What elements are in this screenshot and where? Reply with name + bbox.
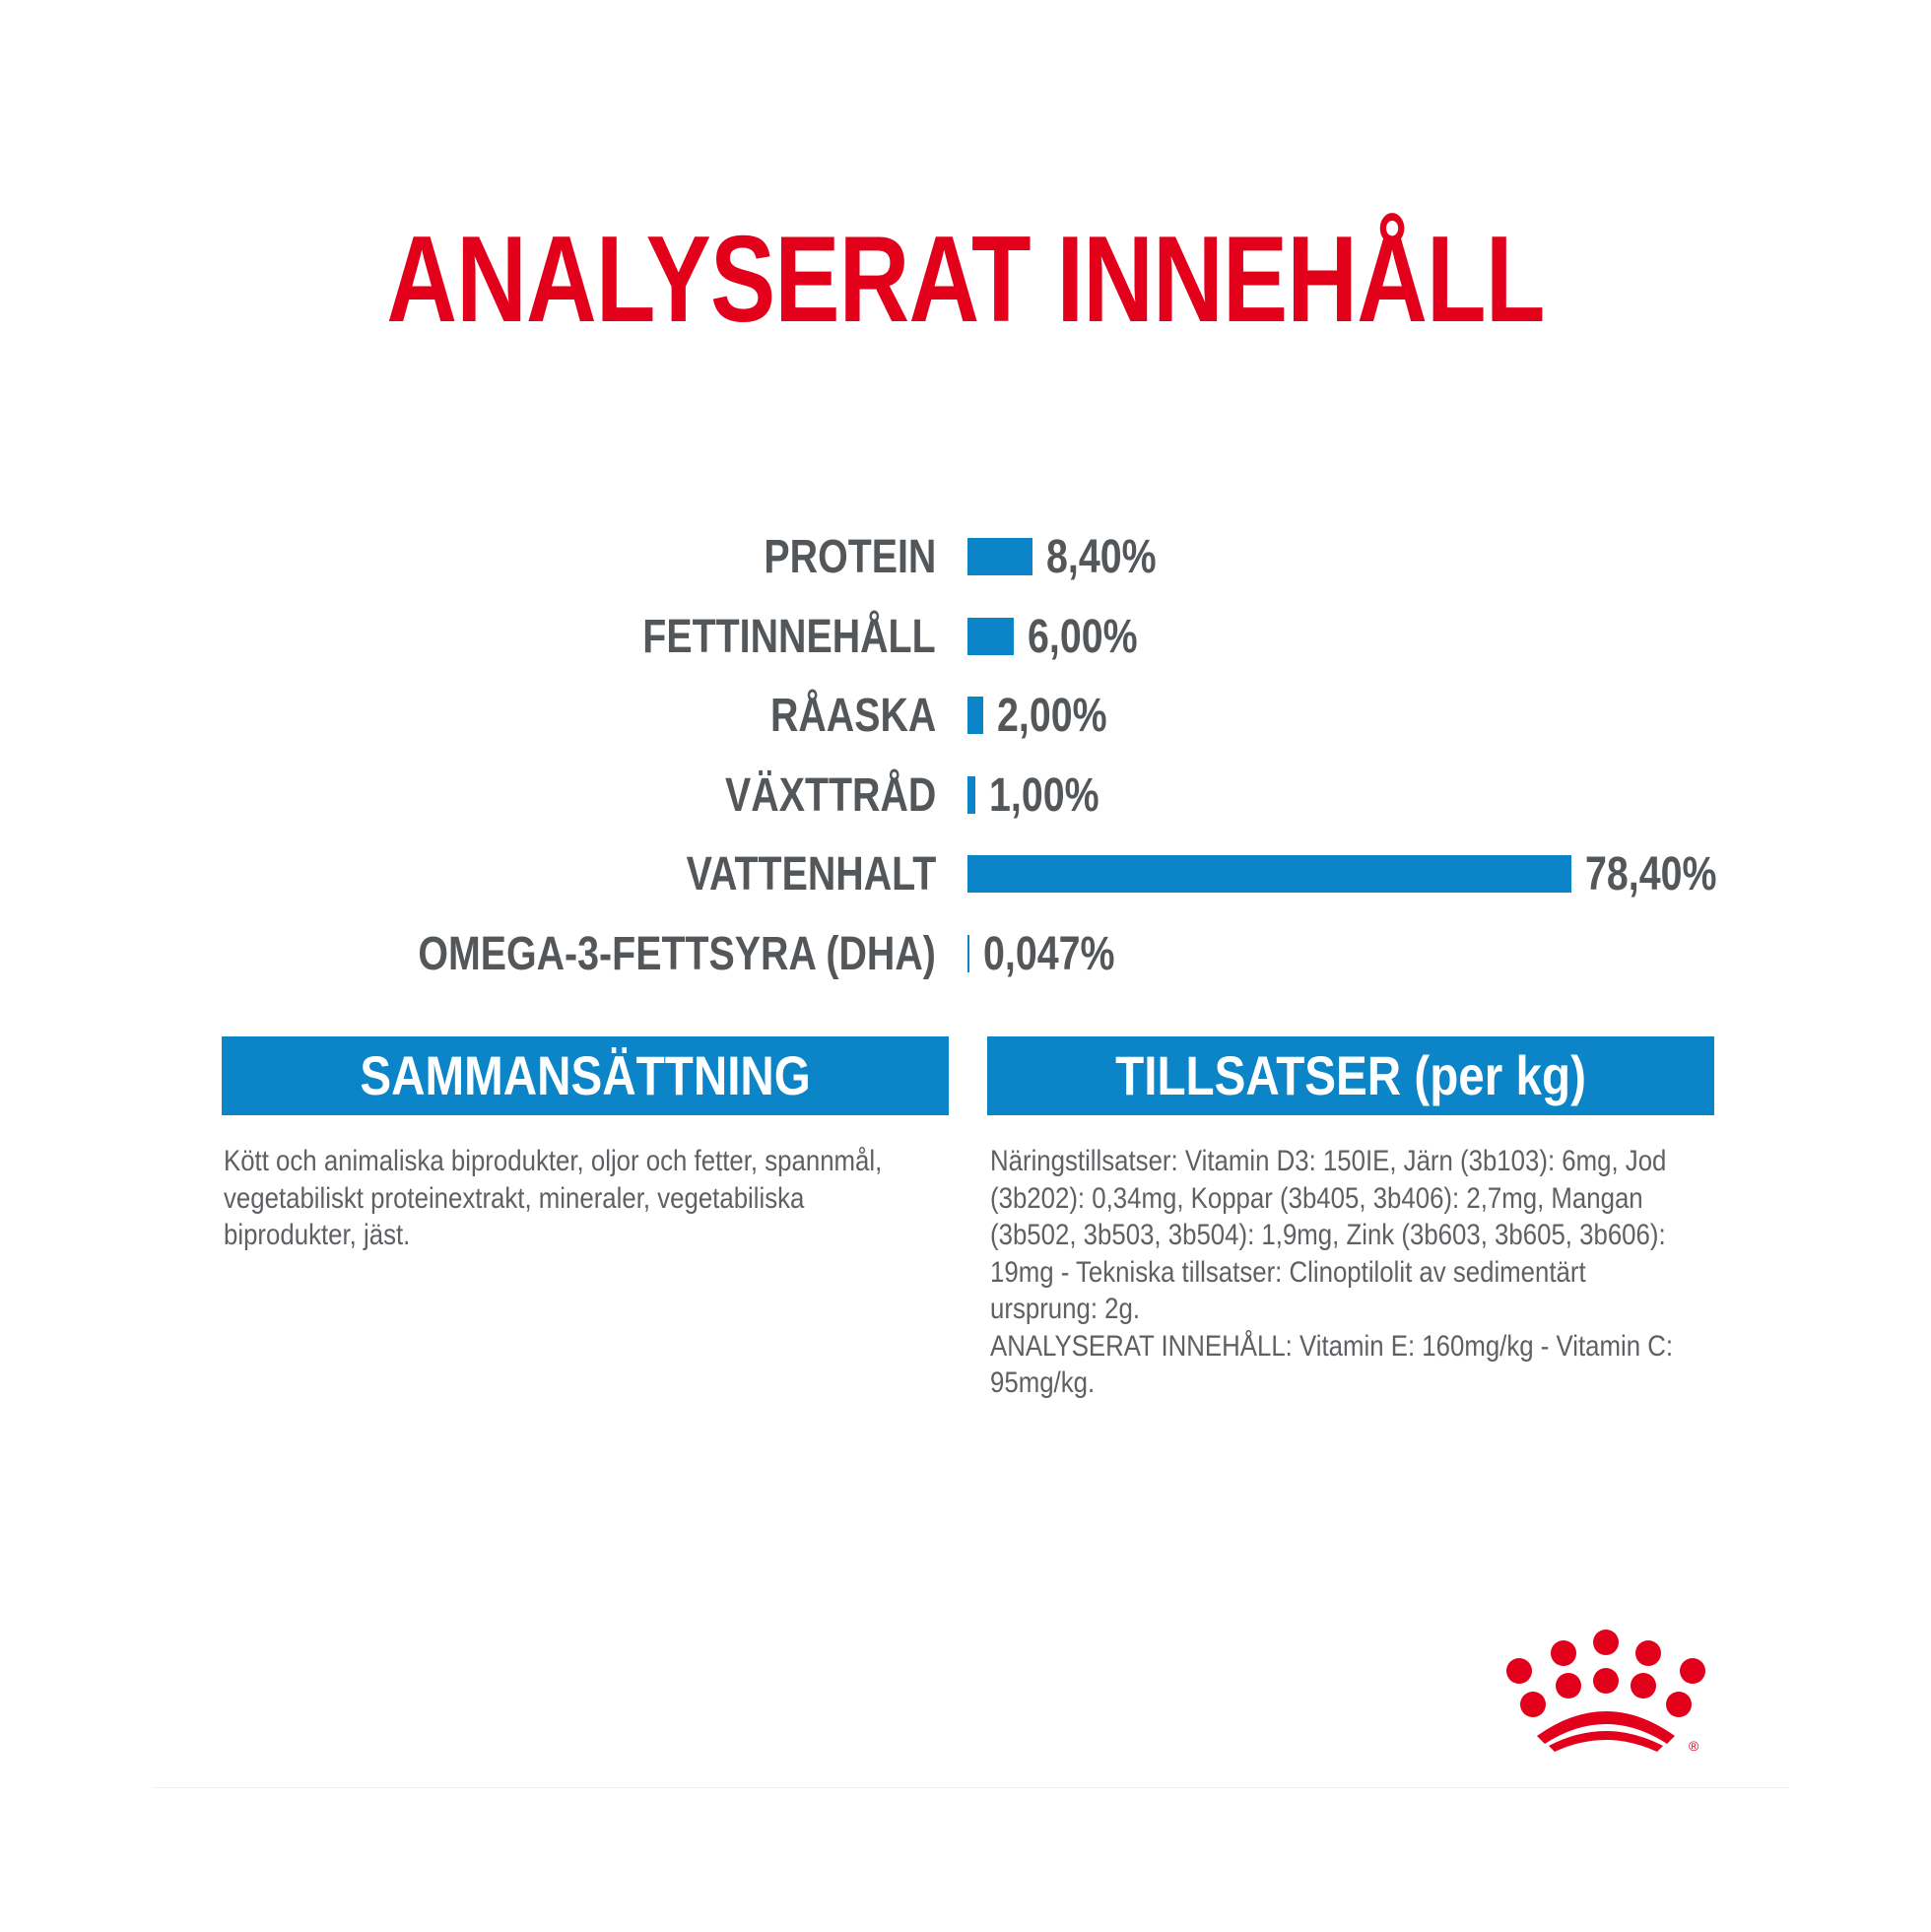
nutrient-bar — [967, 855, 1571, 893]
nutrient-label: VATTENHALT — [686, 848, 936, 900]
nutrient-row — [0, 528, 1931, 587]
nutrient-row — [0, 608, 1931, 667]
text-line: biprodukter, jäst. — [224, 1219, 411, 1251]
nutrient-label: RÅASKA — [769, 690, 936, 742]
nutrient-bar — [967, 538, 1032, 575]
nutrient-value: 1,00% — [988, 768, 1099, 822]
nutrient-label: OMEGA-3-FETTSYRA (DHA) — [418, 927, 936, 980]
text-line: ursprung: 2g. — [990, 1293, 1141, 1325]
text-line: (3b502, 3b503, 3b504): 1,9mg, Zink (3b603, 3b605, 3b606): — [990, 1219, 1666, 1251]
registered-mark: ® — [1689, 1738, 1699, 1754]
additives-header — [987, 1036, 1714, 1115]
text-line: 19mg - Tekniska tillsatser: Clinoptilolit av sedimentärt — [990, 1255, 1586, 1289]
text-line: 95mg/kg. — [990, 1366, 1096, 1399]
nutrient-row — [0, 687, 1931, 746]
text-line: Kött och animaliska biprodukter, oljor och fetter, spannmål, — [224, 1145, 883, 1177]
nutrient-bar — [967, 935, 969, 972]
composition-header — [222, 1036, 949, 1115]
page-title: ANALYSERAT INNEHÅLL — [386, 212, 1545, 348]
nutrient-value: 2,00% — [996, 690, 1107, 742]
nutrient-label: VÄXTTRÅD — [724, 768, 936, 822]
additives-text — [990, 1143, 1673, 1402]
text-line: vegetabiliskt proteinextrakt, mineraler, vegetabiliska — [224, 1181, 805, 1215]
crown-logo-icon — [1498, 1626, 1714, 1754]
additives-header-label: TILLSATSER (per kg) — [1115, 1044, 1586, 1106]
composition-header-label: SAMMANSÄTTNING — [360, 1044, 811, 1106]
nutrient-bar — [967, 618, 1014, 655]
nutrient-value: 78,40% — [1585, 848, 1717, 900]
nutrient-bar — [967, 776, 975, 814]
nutrient-row — [0, 925, 1931, 984]
nutrient-value: 0,047% — [983, 927, 1115, 980]
text-line: ANALYSERAT INNEHÅLL: Vitamin E: 160mg/kg - Vitamin C: — [990, 1329, 1674, 1363]
footer-divider — [153, 1787, 1788, 1788]
nutrient-label: PROTEIN — [764, 531, 936, 583]
nutrient-value: 8,40% — [1045, 531, 1157, 583]
composition-text — [224, 1143, 882, 1254]
nutrient-label: FETTINNEHÅLL — [642, 610, 936, 663]
text-line: Näringstillsatser: Vitamin D3: 150IE, Järn (3b103): 6mg, Jod — [990, 1145, 1667, 1177]
text-line: (3b202): 0,34mg, Koppar (3b405, 3b406): 2,7mg, Mangan — [990, 1181, 1643, 1215]
nutrient-value: 6,00% — [1027, 610, 1138, 663]
nutrient-row — [0, 766, 1931, 826]
nutrient-row — [0, 845, 1931, 904]
nutrient-bar — [967, 697, 983, 734]
